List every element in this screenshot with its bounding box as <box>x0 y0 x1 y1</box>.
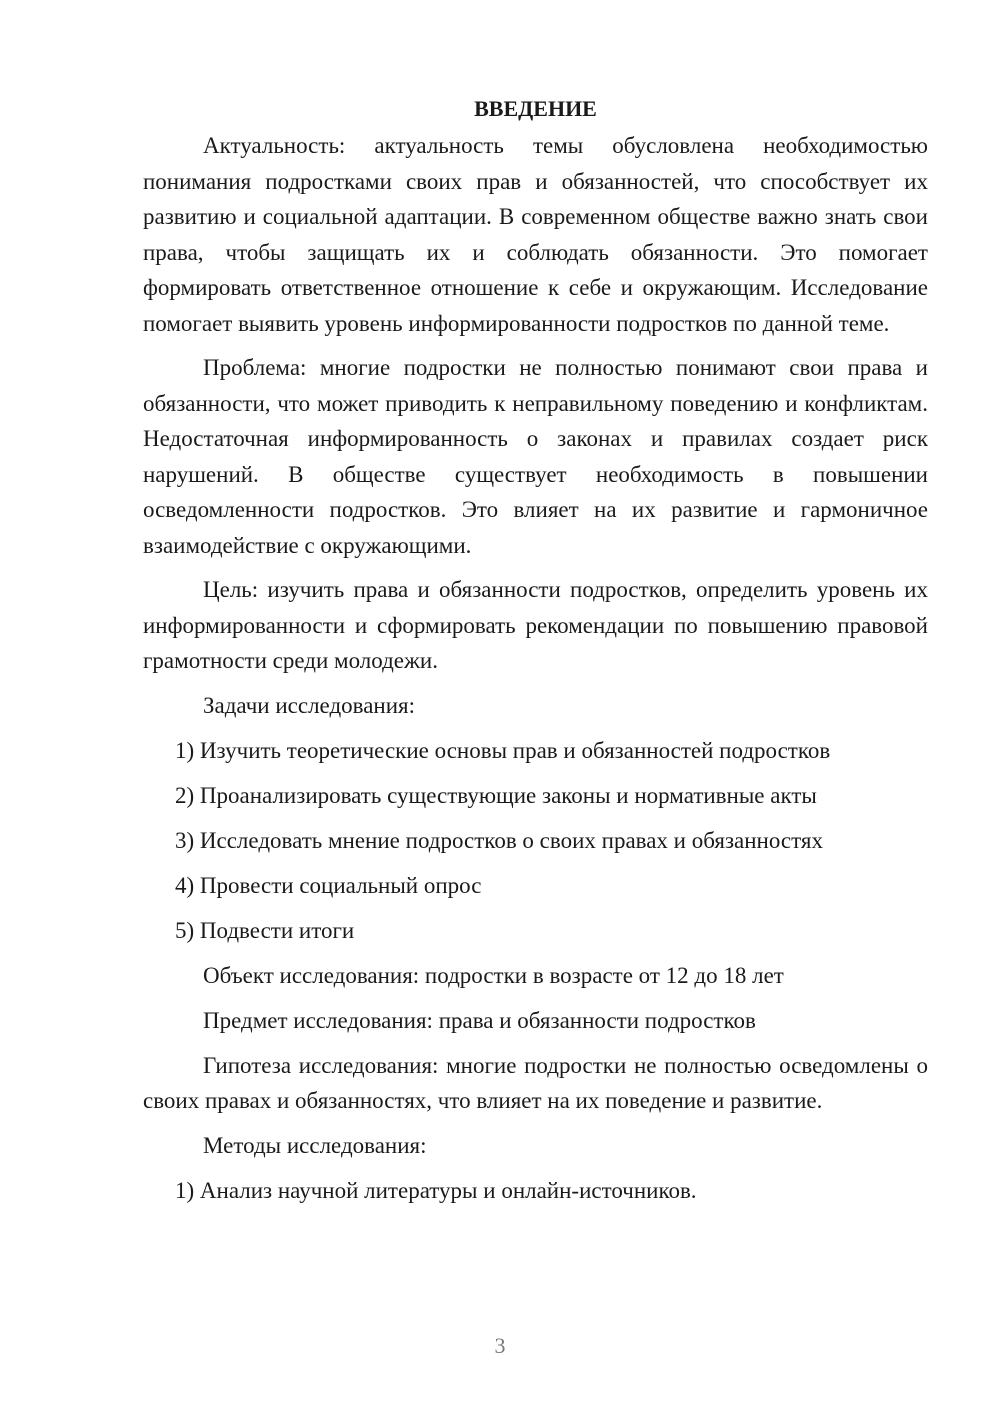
research-subject: Предмет исследования: права и обязанности подростков <box>203 1007 756 1033</box>
task-item-4: 4) Провести социальный опрос <box>175 872 482 898</box>
method-item-1: 1) Анализ научной литературы и онлайн-источников. <box>175 1177 697 1203</box>
problem-paragraph: Проблема: многие подростки не полностью понимают свои права и обязанности, что может приводить к неправильному поведению и конфликтам. Недостаточная информированность о законах и правилах создает риск нарушений. В обществе существует необходимость в повышении осведомленности подростков. Это влияет на их развитие и гармоничное взаимодействие с окружающими. <box>143 355 928 558</box>
task-item-3: 3) Исследовать мнение подростков о своих правах и обязанностях <box>175 827 823 853</box>
goal-paragraph: Цель: изучить права и обязанности подростков, определить уровень их информированности и сформировать рекомендации по повышению правовой грамотности среди молодежи. <box>143 577 928 673</box>
section-title: ВВЕДЕНИЕ <box>474 96 597 121</box>
document-page <box>143 92 928 1218</box>
page-number: 3 <box>494 1333 506 1358</box>
tasks-heading: Задачи исследования: <box>203 692 416 718</box>
hypothesis-paragraph: Гипотеза исследования: многие подростки не полностью осведомлены о своих правах и обязанностях, что влияет на их поведение и развитие. <box>143 1052 928 1113</box>
task-item-2: 2) Проанализировать существующие законы и нормативные акты <box>175 782 817 808</box>
methods-heading: Методы исследования: <box>203 1132 427 1158</box>
relevance-paragraph: Актуальность: актуальность темы обусловлена необходимостью понимания подростками своих прав и обязанностей, что способствует их развитию и социальной адаптации. В современном обществе важно знать свои права, чтобы защищать их и соблюдать обязанности. Это помогает формировать ответственное отношение к себе и окружающим. Исследование помогает выявить уровень информированности подростков по данной теме. <box>143 133 928 336</box>
research-object: Объект исследования: подростки в возрасте от 12 до 18 лет <box>203 962 784 988</box>
task-item-1: 1) Изучить теоретические основы прав и обязанностей подростков <box>175 737 831 763</box>
task-item-5: 5) Подвести итоги <box>175 917 355 943</box>
